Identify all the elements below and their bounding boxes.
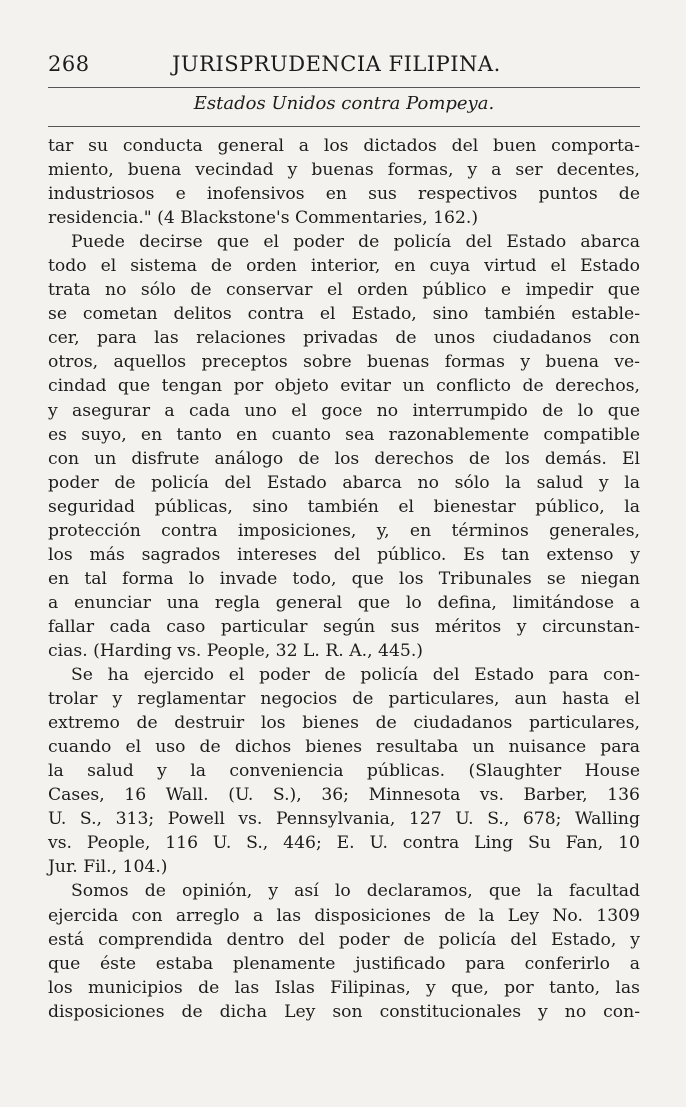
text-line: disposiciones de dicha Ley son constitucionales y no con- <box>48 1001 640 1022</box>
running-title: JURISPRUDENCIA FILIPINA. <box>172 52 501 76</box>
text-line: a enunciar una regla general que lo defina, limitándose a <box>48 592 640 613</box>
text-line: extremo de destruir los bienes de ciudadanos particulares, <box>48 713 640 734</box>
text-line: cias. (Harding vs. People, 32 L. R. A., 445.) <box>48 640 423 661</box>
text-line: tar su conducta general a los dictados del buen comporta- <box>48 136 640 156</box>
text-line: está comprendida dentro del poder de policía del Estado, y <box>48 929 640 950</box>
text-line: miento, buena vecindad y buenas formas, y a ser decentes, <box>48 160 640 181</box>
text-line: Se ha ejercido el poder de policía del Estado para con- <box>71 665 640 686</box>
text-line: los municipios de las Islas Filipinas, y que, por tanto, las <box>48 977 640 998</box>
text-line: fallar cada caso particular según sus méritos y circunstan- <box>48 616 640 637</box>
subtitle-rule <box>48 126 640 127</box>
text-line: seguridad públicas, sino también el bienestar público, la <box>48 496 640 517</box>
text-line: que éste estaba plenamente justificado para conferirlo a <box>48 953 640 974</box>
case-title: Estados Unidos contra Pompeya. <box>193 93 495 114</box>
text-line: cuando el uso de dichos bienes resultaba un nuisance para <box>48 737 640 758</box>
text-line: trolar y reglamentar negocios de particulares, aun hasta el <box>48 689 640 710</box>
text-line: los más sagrados intereses del público. Es tan extenso y <box>48 544 640 565</box>
text-line: la salud y la conveniencia públicas. (Slaughter House <box>48 761 640 782</box>
text-line: otros, aquellos preceptos sobre buenas formas y buena ve- <box>48 352 640 373</box>
text-line: trata no sólo de conservar el orden público e impedir que <box>48 280 640 301</box>
text-line: y asegurar a cada uno el goce no interrumpido de lo que <box>48 400 640 421</box>
text-line: Somos de opinión, y así lo declaramos, que la facultad <box>71 881 640 902</box>
text-line: en tal forma lo invade todo, que los Tribunales se niegan <box>48 568 640 589</box>
text-line: residencia." (4 Blackstone's Commentaries, 162.) <box>48 208 479 229</box>
text-line: protección contra imposiciones, y, en términos generales, <box>48 520 640 541</box>
text-line: Cases, 16 Wall. (U. S.), 36; Minnesota vs. Barber, 136 <box>48 785 640 806</box>
text-line: es suyo, en tanto en cuanto sea razonablemente compatible <box>48 424 640 445</box>
text-line: Jur. Fil., 104.) <box>48 857 168 878</box>
text-line: Puede decirse que el poder de policía del Estado abarca <box>71 232 640 253</box>
text-line: poder de policía del Estado abarca no sólo la salud y la <box>48 472 640 493</box>
text-line: se cometan delitos contra el Estado, sino también estable- <box>48 304 640 325</box>
header-rule <box>48 87 640 88</box>
text-line: vs. People, 116 U. S., 446; E. U. contra Ling Su Fan, 10 <box>48 833 640 854</box>
text-line: cer, para las relaciones privadas de unos ciudadanos con <box>48 328 640 349</box>
text-line: cindad que tengan por objeto evitar un conflicto de derechos, <box>48 376 640 397</box>
page-number: 268 <box>48 52 90 76</box>
body-text <box>48 134 640 1024</box>
text-line: U. S., 313; Powell vs. Pennsylvania, 127 U. S., 678; Walling <box>48 809 640 830</box>
text-line: industriosos e inofensivos en sus respectivos puntos de <box>48 184 640 205</box>
text-line: todo el sistema de orden interior, en cuya virtud el Estado <box>48 256 640 277</box>
text-line: ejercida con arreglo a las disposiciones de la Ley No. 1309 <box>48 905 640 926</box>
text-line: con un disfrute análogo de los derechos de los demás. El <box>48 448 640 469</box>
